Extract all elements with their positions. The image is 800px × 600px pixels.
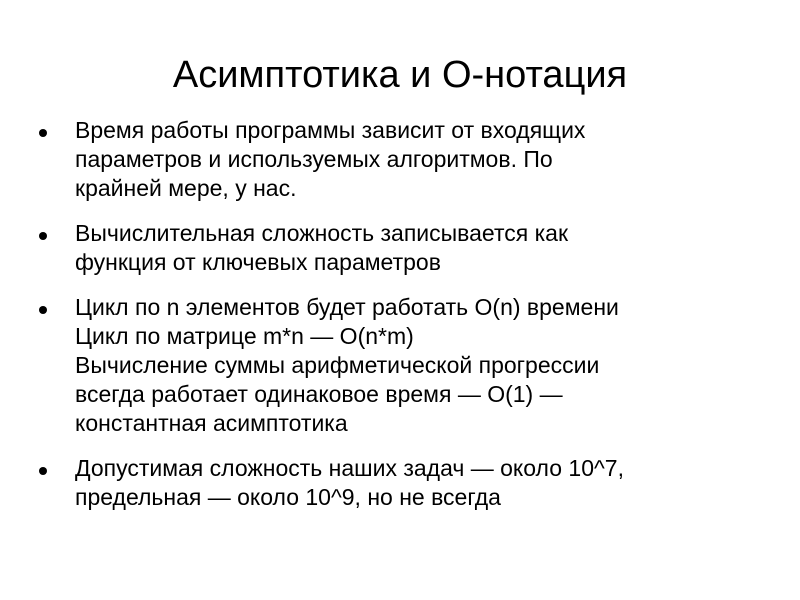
bullet-dot-icon <box>39 306 47 314</box>
bullet-text-line: Время работы программы зависит от входящих <box>75 117 586 143</box>
bullet-text-line: Вычислительная сложность записывается как <box>75 220 569 246</box>
bullet-item <box>36 454 776 512</box>
bullet-text-line: Цикл по n элементов будет работать O(n) времени <box>75 294 619 320</box>
bullet-dot-icon <box>39 129 47 137</box>
bullet-text-line: крайней мере, у нас. <box>75 175 297 201</box>
bullet-item <box>36 116 776 203</box>
bullet-text-line: Допустимая сложность наших задач — около 10^7, <box>75 455 624 481</box>
bullet-item <box>36 219 776 277</box>
bullet-text-line: константная асимптотика <box>75 410 348 436</box>
bullet-text-line: функция от ключевых параметров <box>75 249 441 275</box>
bullet-text-line: всегда работает одинаковое время — O(1) — <box>75 381 563 407</box>
bullet-dot-icon <box>39 232 47 240</box>
bullet-dot-icon <box>39 467 47 475</box>
bullet-list <box>36 116 776 528</box>
slide-title: Асимптотика и O-нотация <box>172 54 628 96</box>
bullet-text-line: Вычисление суммы арифметической прогрессии <box>75 352 600 378</box>
bullet-text-line: предельная — около 10^9, но не всегда <box>75 484 501 510</box>
bullet-item <box>36 293 776 438</box>
bullet-text-line: параметров и используемых алгоритмов. По <box>75 146 553 172</box>
bullet-text-line: Цикл по матрице m*n — O(n*m) <box>75 323 414 349</box>
